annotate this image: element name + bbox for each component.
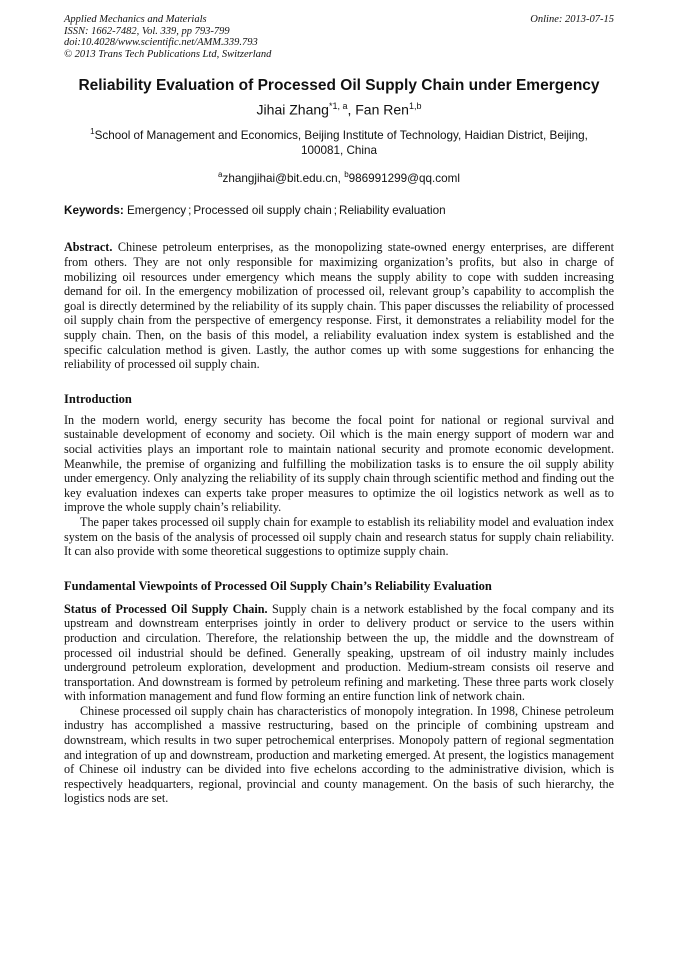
keyword: Processed oil supply chain (193, 204, 332, 218)
keyword-separator: ; (333, 204, 338, 218)
journal-header (64, 14, 614, 60)
author-separator: , (347, 101, 356, 118)
journal-name: Applied Mechanics and Materials (64, 14, 207, 25)
subsection-label: Status of Processed Oil Supply Chain. (64, 601, 268, 616)
abstract-text: Chinese petroleum enterprises, as the monopolizing state-owned energy enterprises, are different from others. They are not only responsible for maximizing organization’s profits, but also in charge of mobilizing oil resources under emergency which means the supply ability to cope with sudden increasing demand for oil. In the emergency mobilization of processed oil, relevant group’s capability to accomplish the goal is directly determined by the reliability of its supply chain. This paper discusses the reliability of processed oil supply chain from the perspective of emergency response. First, it demonstrates a reliability model for the supply chain. Then, on the basis of this model, a reliability evaluation index system is established and the specific calculation method is given. Lastly, the author comes up with some suggestions for enhancing the reliability of processed oil supply chain. (64, 240, 615, 372)
author-line (64, 97, 614, 119)
email-link[interactable]: zhangjihai@bit.edu.cn, (222, 171, 345, 185)
affiliation-line: School of Management and Economics, Beijing Institute of Technology, Haidian District, Beijing, (94, 128, 588, 142)
abstract-label: Abstract. (64, 240, 113, 255)
keywords (64, 203, 614, 218)
author-name: Jihai Zhang (256, 101, 329, 118)
paragraph-text: Supply chain is a network established by the focal company and its upstream and downstream enterprises jointly in order to delivery product or service to the users within production and circulation. Therefore, the relationship between the up, the middle and the downstream of processed oil industrial should be defined. Generally speaking, upstream of oil industry mainly includes underground petroleum exploration, development and production. Medium-stream consists oil reserve and transportation. And downstream is formed by petroleum refining and marketing. These three parts work closely with information management and fund flow forming an entire function link of network chain. (64, 601, 614, 704)
email-link[interactable]: 986991299@qq.coml (348, 171, 460, 185)
author-name: Fan Ren (355, 101, 409, 118)
issn-line: ISSN: 1662-7482, Vol. 339, pp 793-799 (64, 25, 230, 37)
copyright-line: © 2013 Trans Tech Publications Ltd, Switzerland (64, 48, 272, 60)
paragraph (64, 602, 614, 704)
paragraph: Chinese processed oil supply chain has characteristics of monopoly integration. In 1998, Chinese petroleum industry has accomplished a massive restructuring, based on the principle of combining upstream and downstream, which results in two super petrochemical enterprises. Monopoly pattern of regional segmentation and integration of up and downstream, production and marketing emerged. At present, the logistics management of Chinese oil industry can be divided into five echelons according to the administrative division, which is respectively headquarters, regional, provincial and county management. On the basis of such hierarchy, the logistics nods are set. (64, 703, 614, 806)
section-heading-fundamentals: Fundamental Viewpoints of Processed Oil Supply Chain’s Reliability Evaluation (64, 578, 492, 593)
email-mark: a (218, 169, 223, 179)
paragraph: In the modern world, energy security has become the focal point for national or regional survival and sustainable development of economy and society. Oil which is the main energy support of modern war and social activities plays an important role to maintain national security and promote economic development. Meanwhile, the premise of organizing and fulfilling the mobilization tasks is to ensure the oil supply ability under emergency. Only analyzing the reliability of its supply chain through scientific method and finding out the key evaluation indexes can experts take proper measures to optimize the oil logistics network as well as to improve the whole supply chain’s reliability. (64, 412, 614, 515)
keyword: Reliability evaluation (339, 204, 446, 218)
keyword-separator: ; (188, 204, 192, 218)
keyword: Emergency (127, 204, 187, 218)
affiliation (64, 124, 614, 158)
author-affiliation-mark: *1, a (328, 101, 348, 111)
online-date: Online: 2013-07-15 (530, 14, 614, 25)
keywords-label: Keywords: (64, 204, 124, 218)
abstract (64, 240, 614, 371)
affiliation-line: 100081, China (300, 143, 378, 157)
affiliation-mark: 1 (90, 126, 95, 136)
email-mark: b (344, 169, 349, 179)
paper-page (64, 14, 614, 806)
paper-title: Reliability Evaluation of Processed Oil Supply Chain under Emergency (78, 77, 600, 94)
section-heading-introduction: Introduction (64, 391, 132, 406)
paragraph: The paper takes processed oil supply chain for example to establish its reliability model and evaluation index system on the basis of the analysis of processed oil supply chain and research status for supply chain reliability. It can also provide with some theoretical suggestions to optimize supply chain. (64, 514, 614, 559)
doi-line: doi:10.4028/www.scientific.net/AMM.339.793 (64, 37, 258, 48)
author-affiliation-mark: 1,b (408, 101, 422, 111)
author-emails (64, 167, 614, 186)
